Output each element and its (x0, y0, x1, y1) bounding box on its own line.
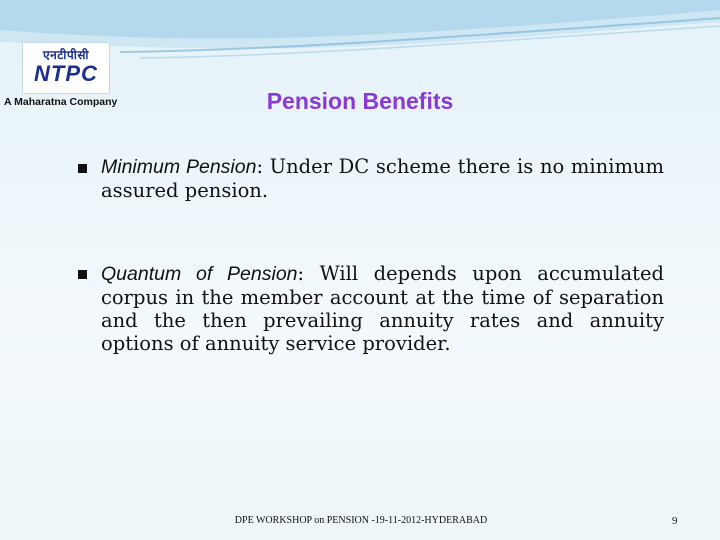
bullet-separator: : (297, 262, 305, 285)
ntpc-logo (22, 42, 110, 94)
bullet-lead: Minimum Pension (101, 156, 257, 178)
page-number: 9 (672, 515, 678, 527)
logo-tagline: A Maharatna Company (4, 96, 118, 108)
logo-hindi-text: एनटीपीसी (42, 48, 90, 62)
logo-brand-text: NTPC (34, 61, 98, 86)
bullet-item-minimum-pension (101, 155, 664, 202)
bullet-item-quantum-of-pension (101, 262, 664, 355)
bullet-separator: : (256, 155, 264, 178)
bullet-text: Will depends upon accumulated corpus in the member account at the time of separation and the then prevailing annuity rates and annuity options of annuity service provider. (101, 262, 664, 355)
footer-text: DPE WORKSHOP on PENSION -19-11-2012-HYDERABAD (234, 515, 488, 526)
bullet-lead: Quantum of Pension (101, 263, 298, 285)
bullet-text: Under DC scheme there is no minimum assured pension. (101, 155, 664, 202)
slide-title: Pension Benefits (266, 88, 454, 114)
